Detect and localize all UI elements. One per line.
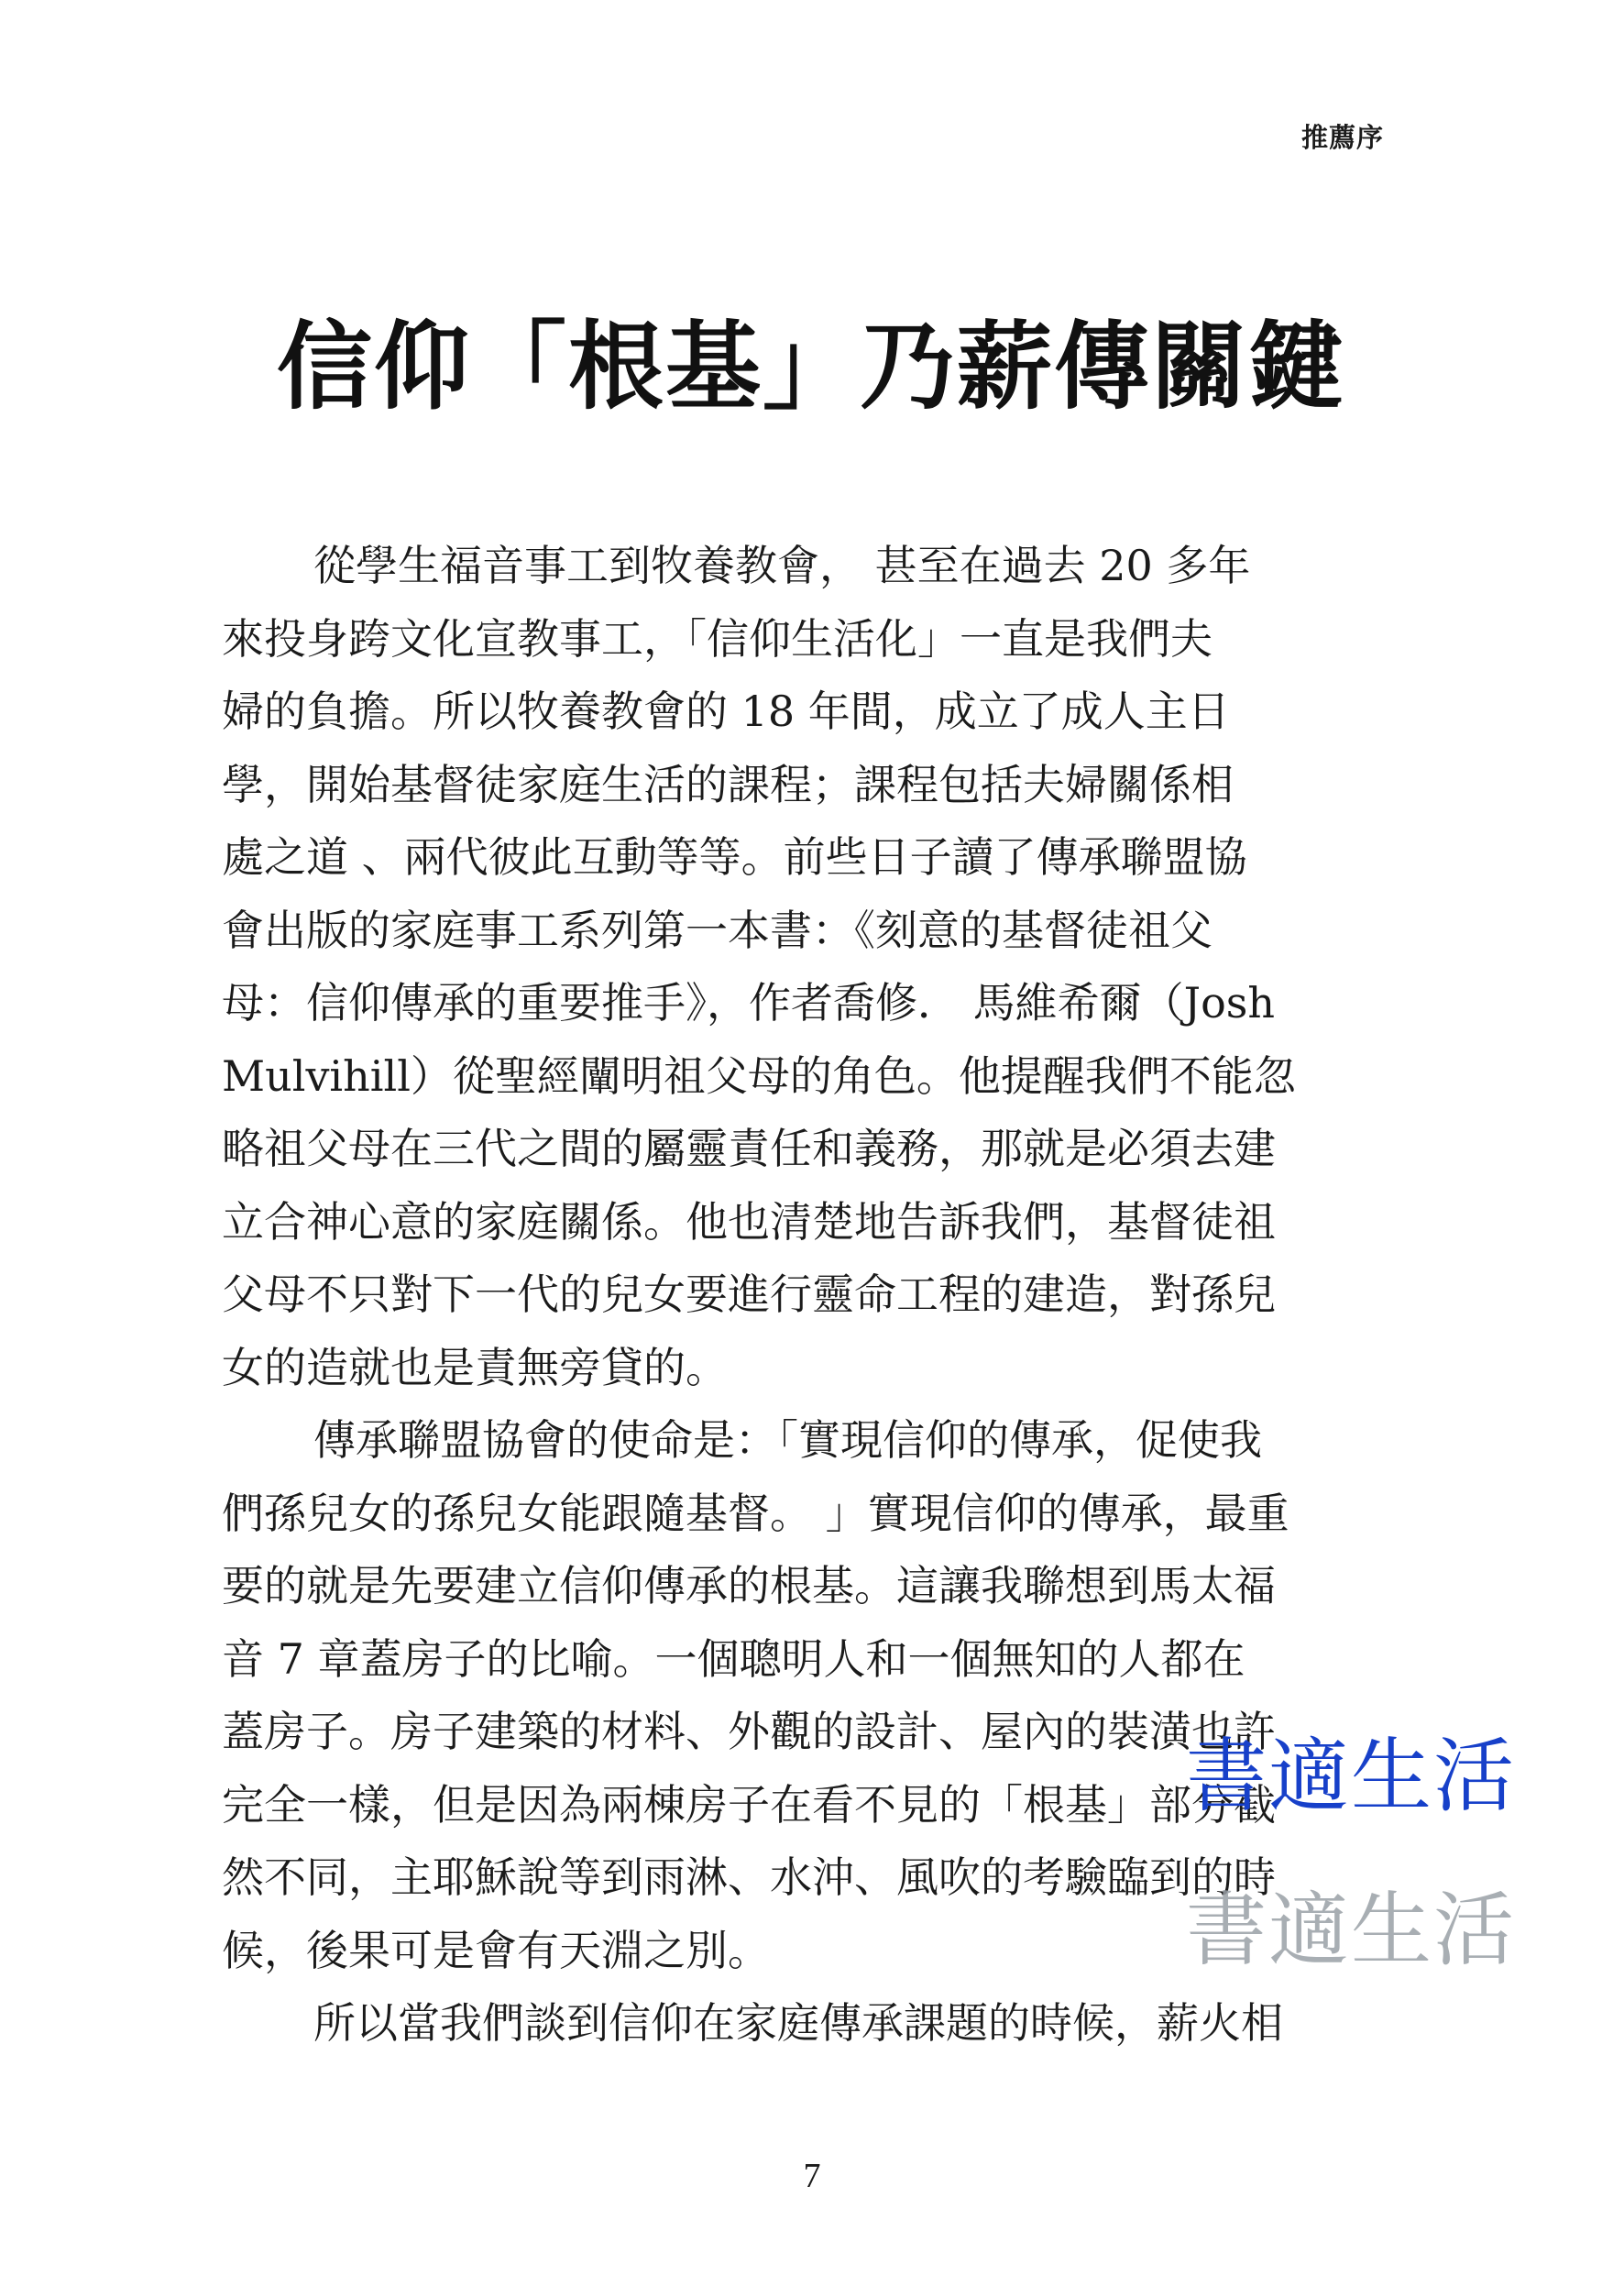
body-line: 會出版的家庭事工系列第一本書：《刻意的基督徒祖父 — [222, 905, 1213, 955]
body-line: Mulvihill）從聖經闡明祖父母的角色。他提醒我們不能忽 — [222, 1050, 1296, 1101]
watermark-logo: 書適生活 — [1185, 1729, 1516, 1823]
body-line: 蓋房子。房子建築的材料、外觀的設計、屋內的裝潢也許 — [222, 1707, 1276, 1756]
body-line: 音 7 章蓋房子的比喻。一個聰明人和一個無知的人都在 — [222, 1633, 1245, 1684]
body-text — [222, 530, 1402, 2061]
page-number: 7 — [803, 2157, 821, 2195]
body-line: 略祖父母在三代之間的屬靈責任和義務，那就是必須去建 — [222, 1124, 1276, 1173]
body-line: 立合神心意的家庭關係。他也清楚地告訴我們，基督徒祖 — [222, 1196, 1276, 1247]
body-line: 完全一樣，但是因為兩棟房子在看不見的「根基」部分截 — [222, 1779, 1276, 1830]
body-line: 處之道 、兩代彼此互動等等。前些日子讀了傳承聯盟協 — [222, 832, 1247, 882]
body-line: 所以當我們談到信仰在家庭傳承課題的時候，薪火相 — [313, 1998, 1283, 2048]
body-line: 要的就是先要建立信仰傳承的根基。這讓我聯想到馬太福 — [222, 1561, 1276, 1610]
body-line: 學，開始基督徒家庭生活的課程；課程包括夫婦關係相 — [222, 759, 1234, 809]
chapter-title: 信仰「根基」乃薪傳關鍵 — [276, 310, 1345, 423]
body-line: 然不同，主耶穌說等到雨淋、水沖、風吹的考驗臨到的時 — [222, 1852, 1276, 1902]
running-header: 推薦序 — [1300, 122, 1384, 153]
body-line: 們孫兒女的孫兒女能跟隨基督。 」實現信仰的傳承，最重 — [222, 1488, 1289, 1538]
body-line: 母：信仰傳承的重要推手》，作者喬修． 馬維希爾（Josh — [222, 978, 1275, 1028]
body-line: 父母不只對下一代的兒女要進行靈命工程的建造，對孫兒 — [222, 1269, 1276, 1319]
watermark-logo-shadow: 書適生活 — [1185, 1883, 1516, 1977]
body-line: 婦的負擔。所以牧養教會的 18 年間，成立了成人主日 — [222, 687, 1230, 736]
body-line: 來投身跨文化宣教事工，「信仰生活化」一直是我們夫 — [222, 613, 1213, 664]
body-line: 候，後果可是會有天淵之別。 — [222, 1925, 770, 1975]
body-line: 傳承聯盟協會的使命是：「實現信仰的傳承，促使我 — [313, 1415, 1262, 1465]
body-line: 女的造就也是責無旁貸的。 — [222, 1342, 728, 1392]
body-line: 從學生福音事工到牧養教會， 甚至在過去 20 多年 — [313, 541, 1251, 590]
